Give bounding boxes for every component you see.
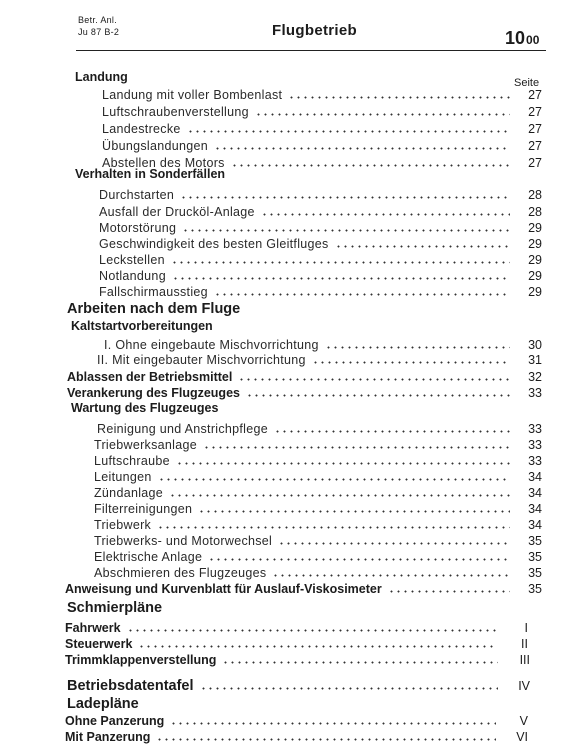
leader-dots [187,121,510,133]
leader-dots [169,485,510,497]
leader-dots [261,204,510,216]
leader-dots [182,220,510,232]
toc-entry-label: Elektrische Anlage [94,550,203,564]
toc-entry-label: Ohne Panzerung [65,714,165,728]
toc-entry-page: 33 [528,386,542,400]
toc-entry-page: 33 [528,454,542,468]
toc-entry-page: 27 [528,105,542,119]
toc-entry-page: V [519,714,528,728]
toc-entry-label: Motorstörung [99,221,177,235]
toc-entry [94,565,542,581]
leader-dots [176,453,510,465]
toc-entry-page: 29 [528,253,542,267]
toc-entry-page: IV [518,679,530,693]
toc-entry-page: 28 [528,188,542,202]
toc-entry-label: Anweisung und Kurvenblatt für Auslauf-Viskosimeter [65,582,382,596]
leader-dots [288,87,510,99]
toc-entry-page: 33 [528,422,542,436]
section-heading-ladeplaene: Ladepläne [67,696,139,712]
leader-dots [170,713,496,725]
toc-entry-page: 30 [528,338,542,352]
toc-entry-label: Notlandung [99,269,166,283]
leader-dots [208,549,510,561]
toc-entry-label: Durchstarten [99,188,175,202]
leader-dots [200,678,498,690]
page-number-main: 10 [505,28,526,48]
toc-entry [99,220,542,236]
leader-dots [278,533,510,545]
toc-entry [104,337,542,353]
page-number-suffix: 00 [526,33,540,47]
toc-entry-page: 34 [528,502,542,516]
toc-entry [65,581,542,597]
toc-entry [99,252,542,268]
leader-dots [238,369,510,381]
toc-entry [97,421,542,437]
toc-entry-label: Luftschraube [94,454,170,468]
toc-entry [99,204,542,220]
leader-dots [180,187,510,199]
leader-dots [246,385,510,397]
toc-entry [102,121,542,137]
toc-entry-page: 29 [528,269,542,283]
toc-entry-page: 31 [528,353,542,367]
toc-entry-label: Geschwindigkeit des besten Gleitfluges [99,237,329,251]
toc-entry-page: 35 [528,566,542,580]
toc-entry [67,677,530,695]
leader-dots [172,268,510,280]
leader-dots [388,581,510,593]
toc-entry-page: I [524,621,528,635]
toc-entry-label: II. Mit eingebauter Mischvorrichtung [97,353,306,367]
toc-entry-page: 32 [528,370,542,384]
leader-dots [312,352,510,364]
toc-entry-page: 35 [528,550,542,564]
toc-entry [94,485,542,501]
doc-reference-line-1: Betr. Anl. [78,15,118,25]
toc-entry-label: Fallschirmausstieg [99,285,208,299]
leader-dots [222,652,498,664]
toc-entry-page: VI [516,730,528,744]
header-rule [76,50,546,51]
toc-entry-label: Reinigung und Anstrichpflege [97,422,269,436]
toc-entry-label: Triebwerks- und Motorwechsel [94,534,273,548]
leader-dots [158,469,510,481]
section-heading-arbeiten: Arbeiten nach dem Fluge [67,301,241,317]
toc-entry-label: Betriebsdatentafel [67,678,194,694]
toc-entry-page: 29 [528,221,542,235]
leader-dots [203,437,510,449]
toc-entry-page: 29 [528,237,542,251]
toc-entry [67,385,542,401]
leader-dots [198,501,510,513]
toc-entry [94,533,542,549]
leader-dots [138,636,496,648]
toc-entry-label: Fahrwerk [65,621,121,635]
toc-entry-label: Abstellen des Motors [102,156,225,170]
section-heading-sonderfaelle: Verhalten in Sonderfällen [75,167,226,181]
toc-entry-label: Übungslandungen [102,139,208,153]
toc-entry-page: 35 [528,582,542,596]
toc-entry-page: 27 [528,88,542,102]
section-heading-schmierplaene: Schmierpläne [67,600,163,616]
toc-entry [94,437,542,453]
toc-entry-label: Triebwerksanlage [94,438,197,452]
leader-dots [156,729,496,741]
toc-entry-label: Luftschraubenverstellung [102,105,249,119]
toc-entry-page: 27 [528,156,542,170]
leader-dots [231,155,510,167]
toc-entry-page: 33 [528,438,542,452]
page-column-label: Seite [514,77,540,89]
leader-dots [171,252,510,264]
toc-entry-label: Trimmklappenverstellung [65,653,217,667]
toc-entry-page: 27 [528,122,542,136]
toc-entry-label: Zündanlage [94,486,164,500]
toc-entry-label: Leitungen [94,470,152,484]
toc-entry [65,620,528,636]
leader-dots [274,421,510,433]
toc-entry-page: II [521,637,528,651]
leader-dots [214,284,510,296]
toc-entry-label: Mit Panzerung [65,730,151,744]
leader-dots [272,565,510,577]
document-reference [78,14,119,38]
toc-entry-page: 29 [528,285,542,299]
toc-entry-label: Verankerung des Flugzeuges [67,386,240,400]
toc-entry [102,104,542,120]
toc-entry-page: III [519,653,530,667]
toc-entry-label: Triebwerk [94,518,152,532]
section-heading-landung: Landung [75,70,128,84]
toc-entry-label: Ausfall der Drucköl-Anlage [99,205,255,219]
leader-dots [325,337,510,349]
toc-entry [97,352,542,368]
toc-entry [94,469,542,485]
subsection-heading-wartung: Wartung des Flugzeuges [71,401,219,415]
toc-entry [99,236,542,252]
toc-entry [65,636,528,652]
toc-entry [99,187,542,203]
toc-entry-label: Landestrecke [102,122,181,136]
toc-entry-page: 34 [528,518,542,532]
leader-dots [214,138,510,150]
toc-entry [102,87,542,103]
toc-entry-page: 28 [528,205,542,219]
toc-entry-page: 27 [528,139,542,153]
toc-entry-label: I. Ohne eingebaute Mischvorrichtung [104,338,319,352]
toc-entry-page: 35 [528,534,542,548]
toc-entry [65,713,528,729]
toc-entry-label: Landung mit voller Bombenlast [102,88,283,102]
subsection-heading-kaltstart: Kaltstartvorbereitungen [71,319,213,333]
toc-entry [99,268,542,284]
toc-entry [94,453,542,469]
leader-dots [127,620,496,632]
leader-dots [255,104,510,116]
toc-entry-page: 34 [528,470,542,484]
toc-entry-label: Steuerwerk [65,637,133,651]
page-title: Flugbetrieb [272,22,357,39]
toc-entry [94,501,542,517]
leader-dots [157,517,510,529]
toc-entry-label: Filterreinigungen [94,502,193,516]
toc-entry [65,729,528,745]
toc-entry-label: Ablassen der Betriebsmittel [67,370,233,384]
toc-entry [67,369,542,385]
toc-entry [94,549,542,565]
page-number [505,28,539,49]
doc-reference-line-2: Ju 87 B-2 [78,27,120,37]
leader-dots [335,236,510,248]
toc-entry [99,284,542,300]
toc-entry-page: 34 [528,486,542,500]
toc-entry-label: Abschmieren des Flugzeuges [94,566,267,580]
toc-entry [102,138,542,154]
toc-entry [94,517,542,533]
toc-entry [65,652,530,668]
toc-entry-label: Leckstellen [99,253,165,267]
